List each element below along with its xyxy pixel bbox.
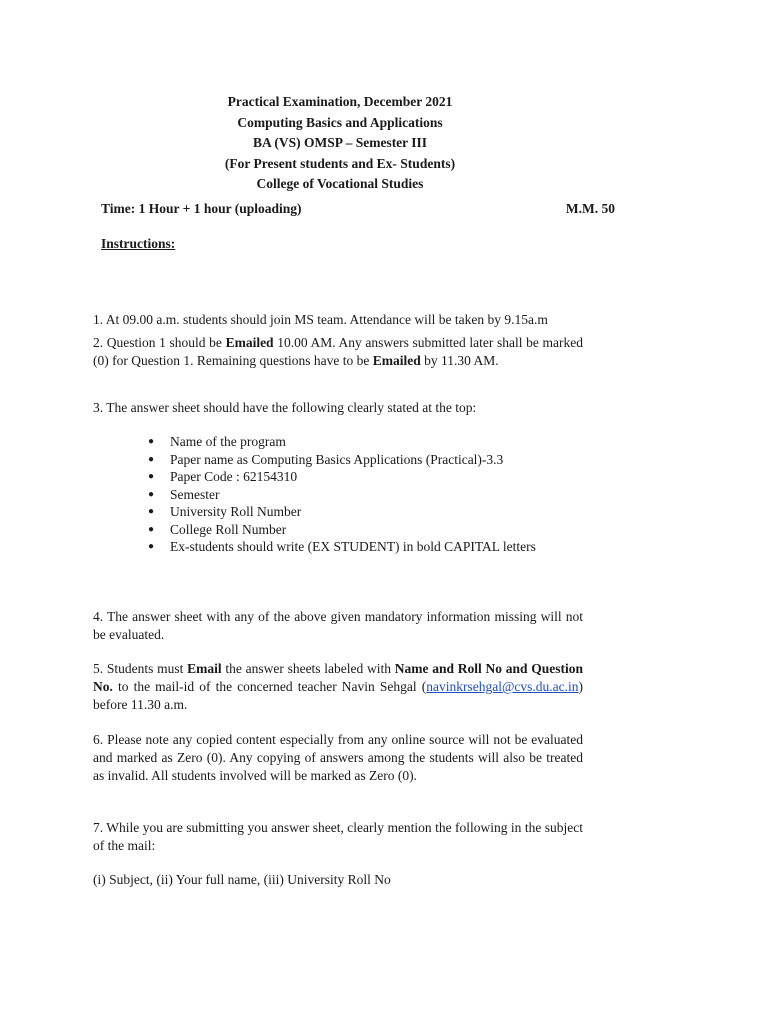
list-item: ● Paper Code : 62154310 xyxy=(148,468,583,486)
instruction-5 xyxy=(93,660,583,714)
instruction-1: 1. At 09.00 a.m. students should join MS team. Attendance will be taken by 9.15a.m xyxy=(93,312,548,327)
college-name: College of Vocational Studies xyxy=(256,176,424,191)
time-allowed: Time: 1 Hour + 1 hour (uploading) xyxy=(101,201,302,216)
list-item: ● Ex-students should write (EX STUDENT) in bold CAPITAL letters xyxy=(148,538,583,556)
instruction-5-text-a: 5. Students must xyxy=(93,661,188,676)
instruction-4: 4. The answer sheet with any of the above given mandatory information missing will not be evaluated. xyxy=(93,609,583,642)
exam-title: Practical Examination, December 2021 xyxy=(227,94,453,109)
instruction-2-text-c: 10.00 AM. Any answers submitted later shall be marked (0) for Question 1. Remaining questions have to be xyxy=(93,335,584,368)
instruction-2-text-a: 2. Question 1 should be xyxy=(93,335,226,350)
exam-header xyxy=(0,92,680,195)
maximum-marks: M.M. 50 xyxy=(565,201,615,216)
course-name: Computing Basics and Applications xyxy=(237,114,443,130)
instructions-heading: Instructions: xyxy=(101,236,176,251)
teacher-email-link[interactable]: navinkrsehgal@cvs.du.ac.in xyxy=(426,679,579,694)
required-details-list xyxy=(148,433,583,556)
instruction-2-text-e: by 11.30 AM. xyxy=(420,353,499,368)
list-item: ● College Roll Number xyxy=(148,521,583,539)
time-marks-row xyxy=(101,201,615,217)
list-item: ● Paper name as Computing Basics Applications (Practical)-3.3 xyxy=(148,451,583,469)
instruction-6: 6. Please note any copied content especially from any online source will not be evaluated and marked as Zero (0). Any copying of answers among the students will also be treated as invalid. All students involved will be marked as Zero (0). xyxy=(93,732,583,783)
instruction-2 xyxy=(93,334,583,370)
list-item: ● Semester xyxy=(148,486,583,504)
instruction-5-text-c: the answer sheets labeled with xyxy=(221,661,395,676)
list-item: ● University Roll Number xyxy=(148,503,583,521)
instruction-5-text-f: ) before 11.30 a.m. xyxy=(93,679,583,712)
instruction-5-text-e: to the mail-id of the concerned teacher Navin Sehgal ( xyxy=(112,679,427,694)
student-category: (For Present students and Ex- Students) xyxy=(224,155,456,171)
list-item: ● Name of the program xyxy=(148,433,583,451)
instruction-5-name-roll: Name and Roll No and Question No. xyxy=(93,661,583,694)
instruction-2-emailed-1: Emailed xyxy=(225,335,274,350)
instruction-3: 3. The answer sheet should have the following clearly stated at the top: xyxy=(93,400,477,415)
instruction-2-emailed-2: Emailed xyxy=(372,353,421,368)
instruction-7-subject-format: (i) Subject, (ii) Your full name, (iii) University Roll No xyxy=(93,872,391,887)
instruction-5-email: Email xyxy=(187,661,222,676)
instruction-7: 7. While you are submitting you answer sheet, clearly mention the following in the subject of the mail: xyxy=(93,820,583,853)
program-semester: BA (VS) OMSP – Semester III xyxy=(252,135,428,150)
